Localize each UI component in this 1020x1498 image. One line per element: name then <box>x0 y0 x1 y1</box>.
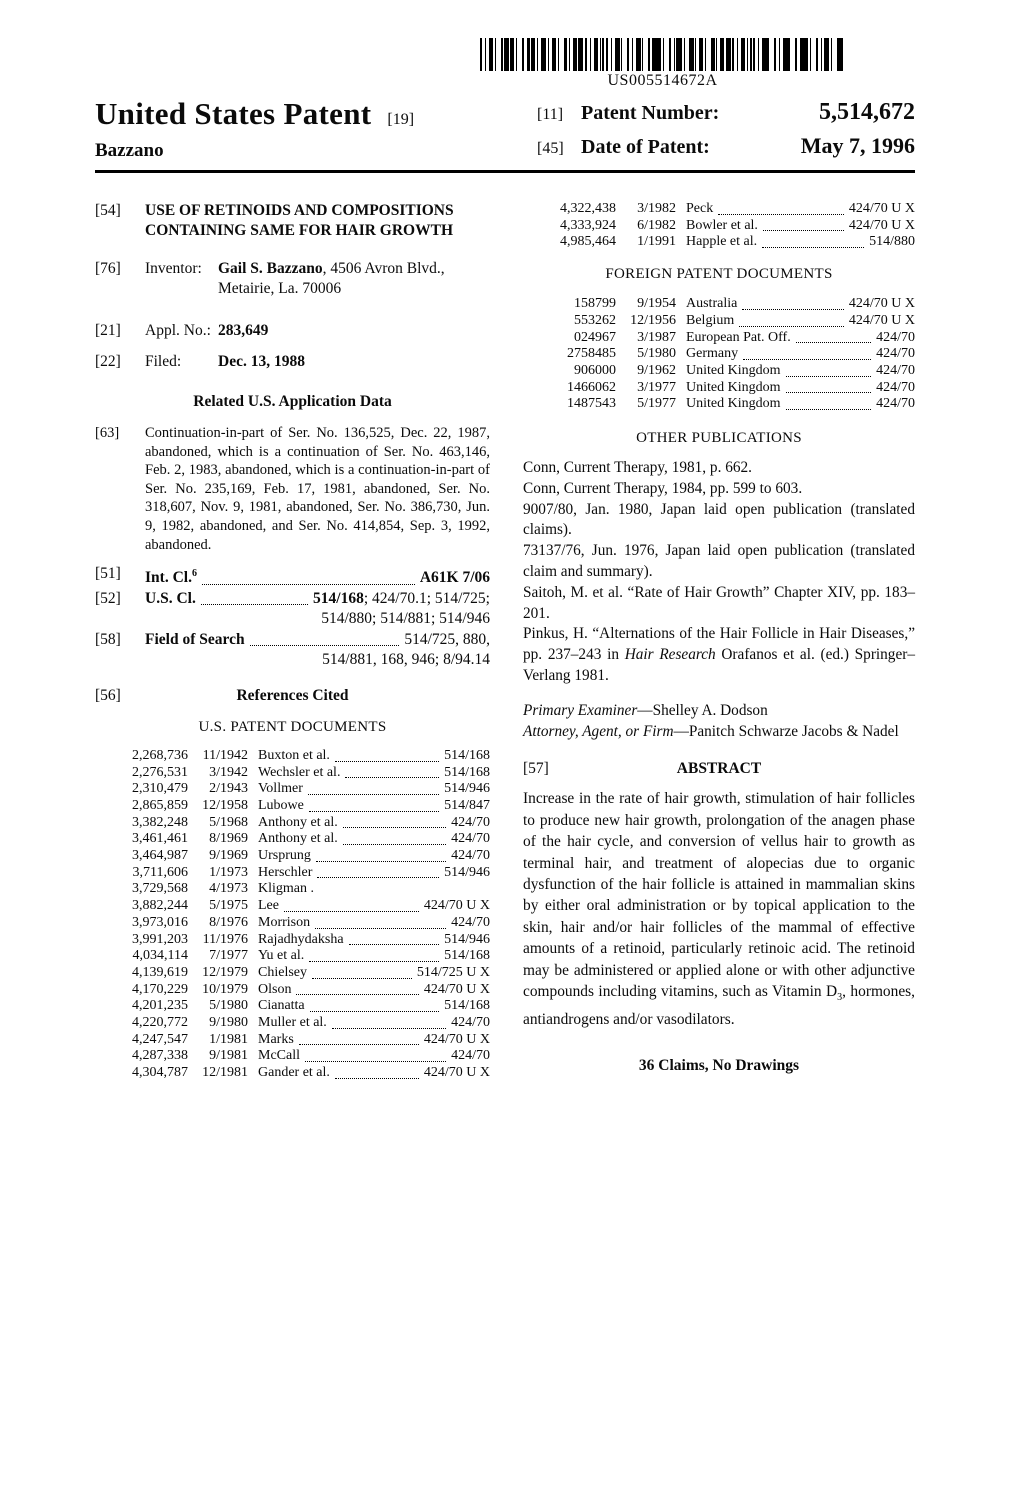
citation-name: Gander et al. <box>258 1065 330 1081</box>
invention-title-row <box>95 201 490 240</box>
inventor-label: Inventor: <box>145 260 202 277</box>
citation-number: 3,711,606 <box>132 864 188 880</box>
citation-date: 12/1981 <box>202 1065 248 1081</box>
citation-number: 3,464,987 <box>132 848 188 864</box>
citation-class: 424/70 <box>876 396 915 412</box>
citation-rest <box>676 234 915 251</box>
bracket-56: [56] <box>95 686 121 704</box>
citation-number: 4,201,235 <box>132 998 188 1014</box>
dot-leader <box>335 1078 419 1079</box>
us-cl-label: U.S. Cl. <box>145 589 196 607</box>
citation-date: 8/1969 <box>209 831 248 847</box>
int-cl-label: Int. Cl.$^6$ <box>145 568 197 587</box>
citation-row <box>95 815 490 832</box>
citation-rest <box>248 881 490 898</box>
dot-leader <box>315 928 446 929</box>
bracket-11: [11] <box>537 106 564 123</box>
us-cl-value: 514/168; 424/70.1; 514/725; <box>313 589 490 607</box>
dot-leader <box>718 214 844 215</box>
citation-row <box>95 1065 490 1082</box>
publication-entry: Saitoh, M. et al. “Rate of Hair Growth” Chapter XIV, pp. 183–201. <box>523 583 915 622</box>
abstract-heading-row <box>523 760 915 778</box>
citation-name: Vollmer <box>258 781 303 797</box>
barcode-block <box>480 38 845 90</box>
citation-row <box>523 296 915 313</box>
citation-class: 424/70 <box>876 362 915 378</box>
int-cl-row <box>95 564 490 589</box>
citation-class: 424/70 <box>451 1048 490 1064</box>
citation-name: Marks <box>258 1031 294 1047</box>
citation-row <box>523 234 915 251</box>
citation-number: 4,985,464 <box>560 234 616 250</box>
citation-name: McCall <box>258 1048 300 1064</box>
dot-leader <box>786 409 872 410</box>
dot-leader <box>762 247 864 248</box>
citation-class: 424/70 <box>451 1015 490 1031</box>
citation-row <box>523 380 915 397</box>
citation-number: 906000 <box>574 362 616 378</box>
us-patent-documents-heading: U.S. PATENT DOCUMENTS <box>198 718 387 735</box>
citation-date: 11/1942 <box>202 747 248 763</box>
publication-entry: Conn, Current Therapy, 1981, p. 662. <box>523 459 752 477</box>
citation-rest <box>248 798 490 815</box>
citation-number: 4,034,114 <box>132 948 188 964</box>
dot-leader <box>284 911 419 912</box>
citation-row <box>95 881 490 898</box>
citation-rest <box>248 982 490 999</box>
publication-entry: Pinkus, H. “Alternations of the Hair Follicle in Hair Diseases,” pp. 237–243 in Hair Research Orafanos et al. (ed.) Springer–Verlang 1981. <box>523 625 915 684</box>
citation-name: Morrison <box>258 914 311 930</box>
dot-leader <box>763 230 844 231</box>
us-cl-value-line2: 514/880; 514/881; 514/946 <box>321 610 490 628</box>
citation-row <box>95 948 490 965</box>
citation-rest <box>248 965 490 982</box>
dot-leader <box>739 326 844 327</box>
primary-examiner-line: Primary Examiner—Shelley A. Dodson <box>523 701 768 719</box>
citation-number: 4,333,924 <box>560 217 616 233</box>
dot-leader <box>312 978 412 979</box>
dot-leader <box>250 645 400 646</box>
citation-date: 1/1973 <box>209 864 248 880</box>
citation-class: 424/70 U X <box>423 898 490 914</box>
citation-date: 5/1980 <box>637 346 676 362</box>
citation-class: 424/70 <box>876 329 915 345</box>
citation-row <box>95 831 490 848</box>
patent-number-row <box>537 99 915 126</box>
related-data-row <box>95 424 490 554</box>
citation-name: Peck <box>686 201 714 216</box>
barcode-icon <box>480 38 845 71</box>
citation-class: 424/70 <box>876 346 915 362</box>
citation-rest <box>248 765 490 782</box>
citation-date: 4/1973 <box>209 881 248 897</box>
citation-row <box>95 865 490 882</box>
citation-number: 3,882,244 <box>132 898 188 914</box>
citation-date: 9/1981 <box>209 1048 248 1064</box>
inventor-row <box>95 259 490 298</box>
citation-rest <box>248 831 490 848</box>
citation-rest <box>676 330 915 347</box>
dot-leader <box>742 309 844 310</box>
citation-rest <box>676 396 915 413</box>
appl-no-row <box>95 321 490 341</box>
dot-leader <box>309 811 439 812</box>
citation-rest <box>248 1032 490 1049</box>
citation-name: Muller et al. <box>258 1015 327 1031</box>
citation-country: Belgium <box>686 312 735 328</box>
citation-class: 514/847 <box>444 797 490 813</box>
us-patent-list-left <box>95 748 490 1082</box>
citation-rest <box>248 865 490 882</box>
dot-leader <box>786 376 872 377</box>
invention-title: USE OF RETINOIDS AND COMPOSITIONS CONTAINING SAME FOR HAIR GROWTH <box>145 202 454 239</box>
citation-number: 1487543 <box>567 396 616 412</box>
citation-number: 4,139,619 <box>132 964 188 980</box>
citation-date: 6/1982 <box>637 217 676 233</box>
citation-country: United Kingdom <box>686 362 781 378</box>
field-of-search-value: 514/725, 880, <box>404 630 490 648</box>
citation-class: 514/946 <box>444 781 490 797</box>
us-cl-content <box>145 589 490 630</box>
publication-entry: 9007/80, Jan. 1980, Japan laid open publication (translated claims). <box>523 500 915 539</box>
citation-class: 514/725 U X <box>416 964 490 980</box>
bracket-22: [22] <box>95 352 121 370</box>
citation-class: 514/168 <box>444 747 490 763</box>
related-data-heading: Related U.S. Application Data <box>193 393 392 410</box>
citation-rest <box>248 748 490 765</box>
references-cited-heading: References Cited <box>236 686 349 704</box>
dot-leader <box>343 827 446 828</box>
citation-rest <box>248 948 490 965</box>
field-of-search-label: Field of Search <box>145 630 245 648</box>
filed-label: Filed: <box>145 352 182 370</box>
citation-row <box>95 1032 490 1049</box>
citation-row <box>95 781 490 798</box>
bracket-52: [52] <box>95 589 121 607</box>
citation-date: 12/1956 <box>630 312 676 328</box>
citation-class: 514/168 <box>444 764 490 780</box>
patent-date-row <box>537 133 915 159</box>
citation-rest <box>676 218 915 235</box>
citation-number: 2,268,736 <box>132 747 188 763</box>
citation-number: 3,973,016 <box>132 914 188 930</box>
citation-class: 424/70 U X <box>848 296 915 312</box>
citation-row <box>95 765 490 782</box>
barcode-text: US005514672A <box>607 72 718 89</box>
inventor-value <box>218 259 490 298</box>
citation-date: 5/1980 <box>209 998 248 1014</box>
citation-rest <box>248 898 490 915</box>
citation-number: 4,322,438 <box>560 201 616 216</box>
citation-name: Lubowe <box>258 797 304 813</box>
inventor-surname: Bazzano <box>95 140 164 161</box>
fos-content <box>145 630 490 671</box>
citation-number: 2758485 <box>567 346 616 362</box>
dot-leader <box>202 584 415 585</box>
foreign-patent-list <box>523 296 915 413</box>
patent-number-value: 5,514,672 <box>819 99 915 125</box>
citation-row <box>95 1048 490 1065</box>
citation-date: 5/1977 <box>637 396 676 412</box>
dot-leader <box>201 604 308 605</box>
citation-row <box>523 363 915 380</box>
citation-rest <box>676 363 915 380</box>
other-publications-heading: OTHER PUBLICATIONS <box>636 430 802 447</box>
citation-date: 3/1982 <box>637 201 676 216</box>
citation-name: Lee <box>258 898 279 914</box>
filed-value: Dec. 13, 1988 <box>218 352 305 370</box>
citation-name: Cianatta <box>258 998 305 1014</box>
citation-row <box>95 932 490 949</box>
citation-number: 3,729,568 <box>132 881 188 897</box>
citation-number: 2,276,531 <box>132 764 188 780</box>
us-patent-list-right <box>523 201 915 251</box>
bracket-54: [54] <box>95 202 121 219</box>
dot-leader <box>345 777 439 778</box>
dot-leader <box>309 961 439 962</box>
body-columns <box>95 201 915 1082</box>
citation-row <box>95 848 490 865</box>
dot-leader <box>305 1061 446 1062</box>
citation-number: 553262 <box>574 312 616 328</box>
citation-rest <box>676 313 915 330</box>
dot-leader <box>296 994 418 995</box>
citation-date: 3/1987 <box>637 329 676 345</box>
bracket-19: [19] <box>387 111 415 128</box>
dot-leader <box>317 877 439 878</box>
abstract-text: Increase in the rate of hair growth, stimulation of hair follicles to produce new hair growth, prolongation of the anagen phase of the hair cycle, and conversion of vellus hair to growth as terminal hair, and treatment of alopecias due to organic dysfunction of the hair follicle is attained in mammalian skins by either oral administration or by topical application to the skin, hair and/or hair follicles of the mammal of effective amounts of a retinoid, particularly retinoic acid. The retinoid may be administered or applied alone or with other adjunctive compounds including vitamins, such as Vitamin $D_3$, hormones, antiandrogens and/or vasodilators. <box>523 790 915 1028</box>
dot-leader <box>310 1011 439 1012</box>
citation-name: Wechsler et al. <box>258 764 341 780</box>
citation-row <box>95 798 490 815</box>
citation-class: 424/70 <box>876 379 915 395</box>
claims-line: 36 Claims, No Drawings <box>638 1056 800 1074</box>
citation-row <box>95 965 490 982</box>
bracket-57: [57] <box>523 760 549 778</box>
citation-country: United Kingdom <box>686 379 781 395</box>
citation-date: 3/1942 <box>209 764 248 780</box>
patent-number-label: Patent Number: <box>581 102 720 124</box>
citation-class: 424/70 U X <box>848 201 915 216</box>
examiner-block <box>523 701 915 743</box>
citation-date: 5/1968 <box>209 814 248 830</box>
citation-number: 4,170,229 <box>132 981 188 997</box>
foreign-patent-documents-heading: FOREIGN PATENT DOCUMENTS <box>605 266 833 283</box>
citation-row <box>523 313 915 330</box>
citation-date: 10/1979 <box>202 981 248 997</box>
publication-entry: 73137/76, Jun. 1976, Japan laid open publication (translated claim and summary). <box>523 542 915 581</box>
citation-rest <box>676 380 915 397</box>
bracket-58: [58] <box>95 630 121 648</box>
citation-class: 514/880 <box>869 234 915 250</box>
citation-class: 514/946 <box>444 931 490 947</box>
page-title: United States Patent <box>95 96 372 131</box>
citation-row <box>95 998 490 1015</box>
citation-class: 424/70 U X <box>848 312 915 328</box>
citation-number: 3,382,248 <box>132 814 188 830</box>
citation-row <box>95 982 490 999</box>
citation-name: Ursprung <box>258 848 311 864</box>
citation-name: Kligman . <box>258 881 314 897</box>
citation-number: 4,287,338 <box>132 1048 188 1064</box>
citation-date: 12/1979 <box>202 964 248 980</box>
citation-name: Buxton et al. <box>258 747 330 763</box>
dot-leader <box>796 342 871 343</box>
abstract-heading: ABSTRACT <box>676 760 762 778</box>
header-right <box>537 96 915 166</box>
citation-rest <box>676 201 915 218</box>
citation-date: 3/1977 <box>637 379 676 395</box>
citation-country: European Pat. Off. <box>686 329 791 345</box>
citation-country: United Kingdom <box>686 396 781 412</box>
citation-class: 424/70 U X <box>423 981 490 997</box>
citation-class: 424/70 <box>451 831 490 847</box>
bracket-45: [45] <box>537 140 564 157</box>
citation-rest <box>248 848 490 865</box>
dot-leader <box>335 761 439 762</box>
citation-class: 424/70 <box>451 848 490 864</box>
publication-entry: Conn, Current Therapy, 1984, pp. 599 to 603. <box>523 479 803 497</box>
dot-leader <box>332 1028 446 1029</box>
appl-no-label: Appl. No.: <box>145 322 211 339</box>
citation-date: 7/1977 <box>209 948 248 964</box>
dot-leader <box>316 861 446 862</box>
us-cl-row <box>95 589 490 630</box>
citation-rest <box>248 915 490 932</box>
inventor-address: , 4506 Avron Blvd., Metairie, La. 70006 <box>218 260 445 297</box>
citation-rest <box>248 1048 490 1065</box>
citation-row <box>523 330 915 347</box>
citation-name: Anthony et al. <box>258 814 338 830</box>
citation-country: Australia <box>686 296 738 312</box>
citation-date: 9/1962 <box>637 362 676 378</box>
citation-number: 4,304,787 <box>132 1065 188 1081</box>
citation-number: 4,247,547 <box>132 1031 188 1047</box>
citation-name: Yu et al. <box>258 948 305 964</box>
int-cl-value: A61K 7/06 <box>419 569 490 587</box>
dot-leader <box>743 359 871 360</box>
citation-name: Olson <box>258 981 292 997</box>
citation-name: Anthony et al. <box>258 831 338 847</box>
citation-date: 9/1954 <box>637 296 676 312</box>
field-of-search-line2: 514/881, 168, 946; 8/94.14 <box>322 651 490 669</box>
bracket-63: [63] <box>95 425 120 441</box>
citation-rest <box>248 998 490 1015</box>
citation-date: 8/1976 <box>209 914 248 930</box>
citation-row <box>95 748 490 765</box>
citation-date: 2/1943 <box>209 781 248 797</box>
citation-row <box>523 218 915 235</box>
citation-class: 514/168 <box>444 998 490 1014</box>
citation-name: Herschler <box>258 864 313 880</box>
citation-name: Happle et al. <box>686 234 758 250</box>
field-of-search-row <box>95 630 490 671</box>
bracket-51: [51] <box>95 565 121 583</box>
citation-number: 1466062 <box>567 379 616 395</box>
citation-row <box>95 915 490 932</box>
citation-date: 9/1980 <box>209 1015 248 1031</box>
inventor-name: Gail S. Bazzano <box>218 260 323 277</box>
citation-rest <box>676 296 915 313</box>
header <box>95 96 915 166</box>
appl-no-value: 283,649 <box>218 322 269 339</box>
citation-class: 424/70 <box>451 914 490 930</box>
citation-number: 024967 <box>574 329 616 345</box>
citation-row <box>95 898 490 915</box>
right-column <box>523 201 915 1082</box>
citation-rest <box>248 932 490 949</box>
citation-number: 2,865,859 <box>132 797 188 813</box>
citation-date: 11/1976 <box>202 931 248 947</box>
left-column <box>95 201 490 1082</box>
bracket-21: [21] <box>95 322 121 339</box>
citation-row <box>523 396 915 413</box>
citation-name: Rajadhydaksha <box>258 931 344 947</box>
citation-date: 1/1981 <box>209 1031 248 1047</box>
citation-number: 3,461,461 <box>132 831 188 847</box>
citation-name: Chielsey <box>258 964 307 980</box>
dot-leader <box>349 944 440 945</box>
citation-date: 1/1991 <box>637 234 676 250</box>
citation-country: Germany <box>686 346 739 362</box>
citation-class: 514/168 <box>444 948 490 964</box>
citation-row <box>523 346 915 363</box>
citation-name: Bowler et al. <box>686 217 758 233</box>
citation-date: 12/1958 <box>202 797 248 813</box>
citation-rest <box>676 346 915 363</box>
citation-class: 514/946 <box>444 864 490 880</box>
patent-date-value: May 7, 1996 <box>800 133 915 158</box>
citation-row <box>523 201 915 218</box>
citation-class: 424/70 U X <box>848 217 915 233</box>
citation-number: 158799 <box>574 296 616 312</box>
header-left <box>95 96 537 162</box>
citation-number: 2,310,479 <box>132 781 188 797</box>
citation-class: 424/70 <box>451 814 490 830</box>
citation-number: 3,991,203 <box>132 931 188 947</box>
citation-class: 424/70 U X <box>423 1065 490 1081</box>
citation-rest <box>248 1015 490 1032</box>
citation-number: 4,220,772 <box>132 1015 188 1031</box>
dot-leader <box>343 844 446 845</box>
related-data-text: Continuation-in-part of Ser. No. 136,525, Dec. 22, 1987, abandoned, which is a continuation of Ser. No. 463,146, Feb. 2, 1983, abandoned, which is a continuation-in-part of Ser. No. 235,169, Feb. 17, 1981, abandoned, Ser. No. 318,607, Nov. 9, 1981, abandoned, Ser. No. 386,730, Jun. 9, 1982, abandoned, and Ser. No. 414,854, Sep. 3, 1992, abandoned. <box>145 425 490 553</box>
citation-row <box>95 1015 490 1032</box>
patent-date-label: Date of Patent: <box>581 136 710 158</box>
dot-leader <box>299 1044 419 1045</box>
attorney-line: Attorney, Agent, or Firm—Panitch Schwarze Jacobs & Nadel <box>523 722 899 740</box>
bracket-76: [76] <box>95 260 121 277</box>
filed-row <box>95 352 490 372</box>
citation-rest <box>248 781 490 798</box>
references-cited-heading-row <box>95 687 490 705</box>
dot-leader <box>786 392 872 393</box>
header-divider <box>95 170 915 173</box>
dot-leader <box>308 794 439 795</box>
citation-date: 5/1975 <box>209 898 248 914</box>
citation-class: 424/70 U X <box>423 1031 490 1047</box>
citation-date: 9/1969 <box>209 848 248 864</box>
citation-rest <box>248 815 490 832</box>
citation-rest <box>248 1065 490 1082</box>
